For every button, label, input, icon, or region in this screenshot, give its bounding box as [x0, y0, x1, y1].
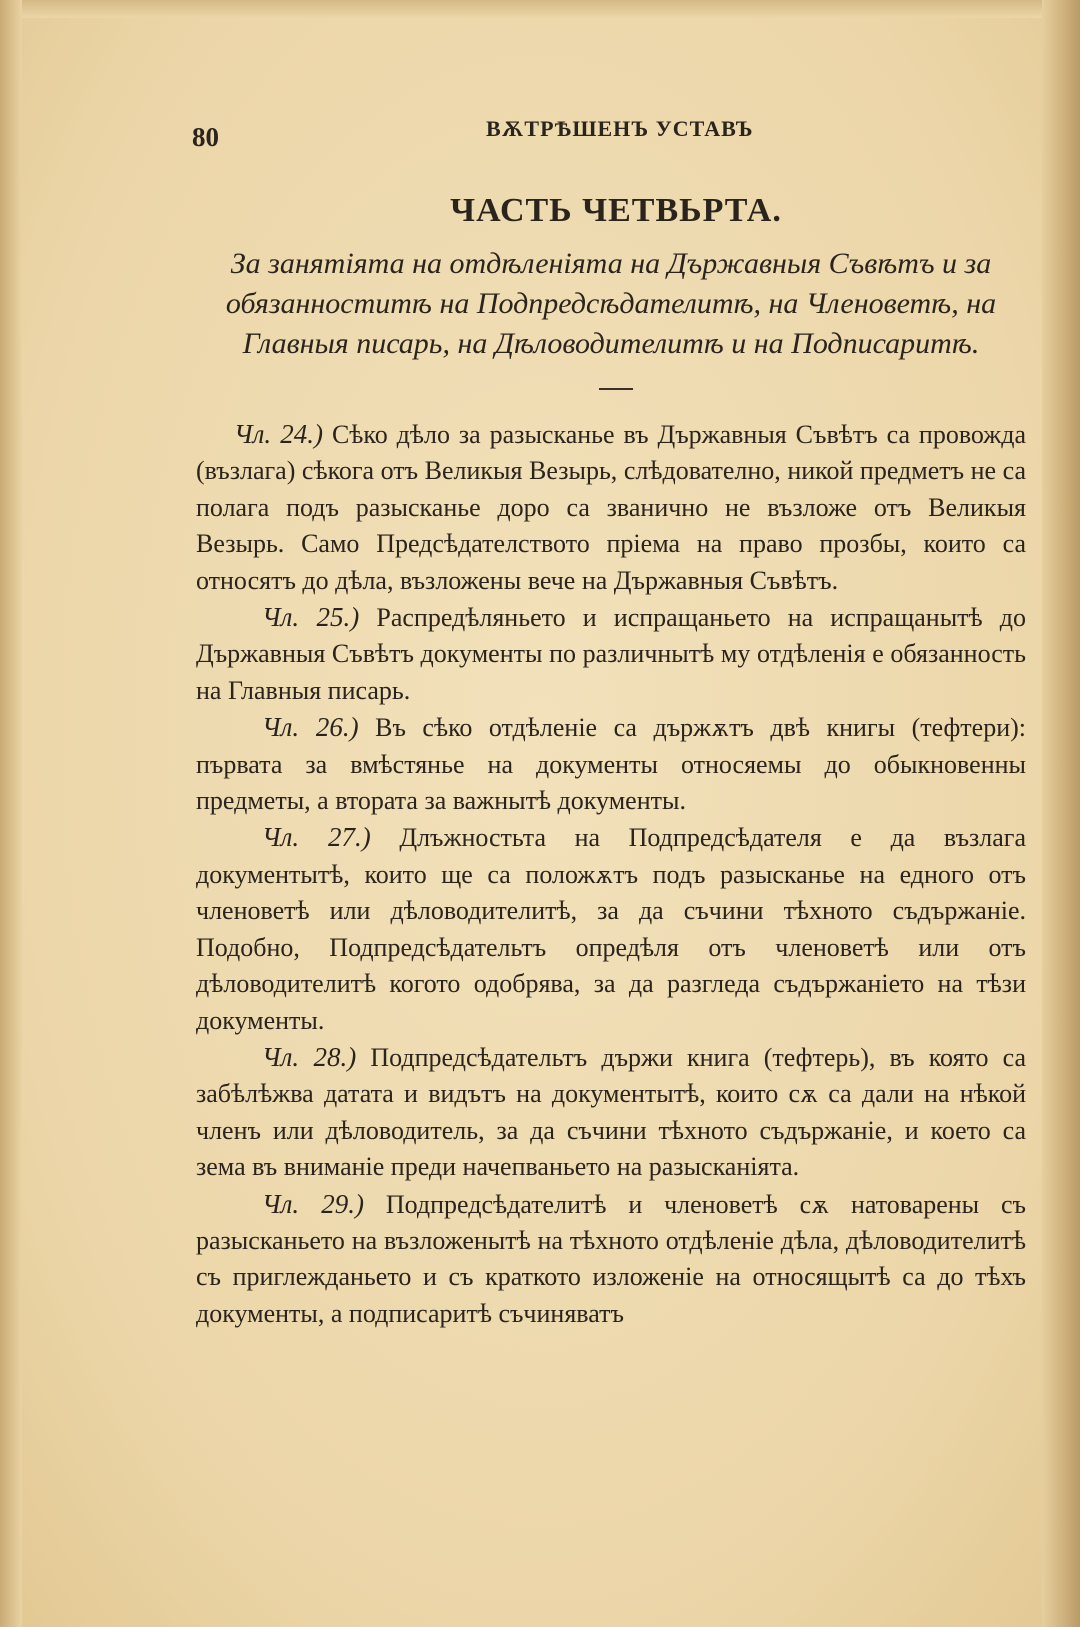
article-text: Распредѣляньето и испращаньето на испращанытѣ до Държавныя Съвѣтъ документы по различнытѣ му отдѣленія е обязанность на Главныя писарь. [196, 603, 1026, 705]
article-number: Чл. 27.) [262, 822, 371, 853]
article-text: Длъжностьта на Подпредсѣдателя е да възлага документытѣ, които ще са положѫтъ подъ разысканье на едного отъ членоветѣ или дѣловодителитѣ, за да съчини тѣхното съдържаніе. Подобно, Подпредсѣдательтъ опредѣля отъ членоветѣ или отъ дѣловодителитѣ когото одобрява, за да разгледа съдържаніето на тѣзи документы. [196, 823, 1026, 1035]
page-left-edge [0, 0, 22, 1627]
part-title: ЧАСТЬ ЧЕТВЬРТА. [450, 192, 782, 229]
article-text: Подпредсѣдательтъ държи книга (тефтерь), въ която са забѣлѣжва датата и видътъ на документытѣ, които сѫ са дали на нѣкой членъ или дѣловодитель, за да съчини тѣхното съдържаніе, и което са зема въ вниманіе преди начепваньето на разысканіята. [196, 1042, 1026, 1182]
page-header [192, 112, 1036, 152]
article-27 [196, 819, 1026, 1038]
article-number: Чл. 29.) [262, 1188, 364, 1219]
article-29 [196, 1186, 1026, 1333]
page-content [192, 112, 1036, 1332]
running-title: ВѪТРѢШЕНЪ УСТАВЪ [486, 116, 754, 141]
page-right-edge [1042, 0, 1080, 1627]
article-26 [196, 709, 1026, 819]
article-number: Чл. 24.) [234, 419, 324, 449]
article-number: Чл. 25.) [262, 602, 360, 633]
article-24 [196, 416, 1026, 599]
section-divider [599, 388, 633, 390]
part-subtitle: За занятіята на отдѣленіята на Държавныя Съвѣтъ и за обязанноститѣ на Подпредсѣдателитѣ, на Членоветѣ, на Главныя писарь, на Дѣловодителитѣ и на Подписаритѣ. [225, 247, 997, 360]
article-number: Чл. 26.) [262, 712, 359, 743]
article-25 [196, 599, 1026, 709]
article-text: Въ сѣко отдѣленіе са държѫтъ двѣ книгы (тефтери): първата за вмѣстянье на документы относяемы до обыкновенны предметы, а втората за важнытѣ документы. [196, 713, 1027, 816]
page-top-edge [0, 0, 1080, 18]
article-text: Сѣко дѣло за разысканье въ Държавныя Съвѣтъ са провожда (възлага) сѣкога отъ Великыя Везырь, слѣдователно, никой предметъ не са полага подъ разысканье доро са званично не възложе отъ Великыя Везырь. Само Предсѣдателството пріема на право прозбы, които са относятъ до дѣла, възложены вече на Държавныя Съвѣтъ. [196, 420, 1026, 595]
article-number: Чл. 28.) [262, 1041, 357, 1072]
article-text: Подпредсѣдателитѣ и членоветѣ сѫ натоварены съ разысканьето на възложенытѣ на тѣхното отдѣленіе дѣла, дѣловодителитѣ съ приглежданьето и съ краткото изложеніе на относящытѣ са до тѣхъ документы, а подписаритѣ съчиняватъ [196, 1189, 1026, 1328]
article-28 [196, 1039, 1026, 1186]
page-number: 80 [192, 122, 219, 152]
